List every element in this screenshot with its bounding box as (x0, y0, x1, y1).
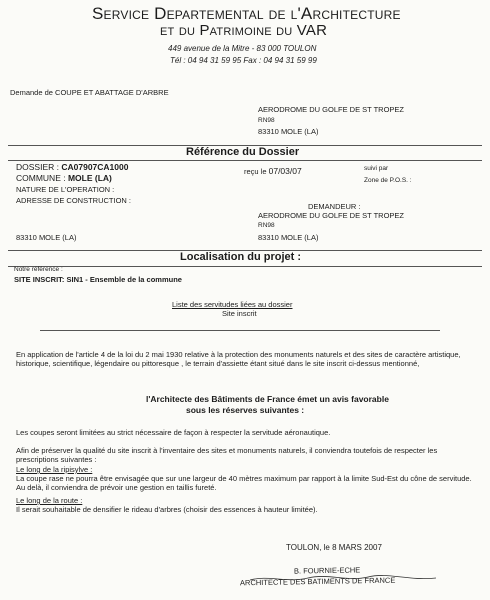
commune-label: COMMUNE : (16, 173, 66, 183)
ripisylve-paragraph: La coupe rase ne pourra être envisagée que sur une largeur de 40 mètres maximum par rapport à la limite Sud-Est du cône de servitude. Au delà, il conviendra de prévoir une gestion en taillis fureté. (16, 474, 472, 492)
service-name-line1: Service Departemental de l'Architecture (92, 4, 401, 23)
request-title: Demande de COUPE ET ABATTAGE D'ARBRE (10, 88, 169, 97)
handwritten-signature (248, 574, 438, 584)
divider (40, 330, 440, 331)
dossier-row (16, 162, 128, 172)
site-city: 83310 MOLE (LA) (16, 233, 77, 242)
addressee-city: 83310 MOLE (LA) (258, 127, 319, 136)
site-inscrit-ref: SITE INSCRIT: SIN1 - Ensemble de la commune (14, 275, 182, 284)
place-date: TOULON, le 8 MARS 2007 (286, 543, 382, 552)
demandeur-name: AERODROME DU GOLFE DE ST TROPEZ (258, 211, 404, 220)
ripisylve-heading: Le long de la ripisylve : (16, 465, 93, 474)
addressee-road: RN98 (258, 117, 275, 124)
servitudes-list-title: Liste des servitudes liées au dossier (172, 300, 293, 309)
servitude-site-inscrit: Site inscrit (222, 309, 257, 318)
signatory-title: ARCHITECTE DES BATIMENTS DE FRANCE (239, 575, 396, 588)
zone-pos-label: Zone de P.O.S. : (364, 177, 412, 184)
commune-value: MOLE (LA) (67, 173, 112, 183)
recu-row (244, 166, 302, 176)
avis-line1: l'Architecte des Bâtiments de France émet un avis favorable (146, 394, 389, 404)
dossier-label: DOSSIER : (16, 162, 59, 172)
route-paragraph: Il serait souhaitable de densifier le rideau d'arbres (choisir des essences à hauteur limitée). (16, 505, 318, 514)
demandeur-city: 83310 MOLE (LA) (258, 233, 319, 242)
reserve-paragraph-1: Les coupes seront limitées au strict nécessaire de façon à respecter la servitude aéronautique. (16, 428, 331, 437)
commune-row (16, 173, 112, 183)
demandeur-road: RN98 (258, 222, 275, 229)
route-heading: Le long de la route : (16, 496, 83, 505)
avis-line2: sous les réserves suivantes : (186, 405, 305, 415)
signatory-name: B. FOURNIE-ECHE (293, 565, 361, 576)
service-phone: Tél : 04 94 31 59 95 Fax : 04 94 31 59 99 (170, 56, 317, 65)
divider (8, 266, 482, 267)
dossier-value: CA07907CA1000 (61, 162, 129, 172)
reserve-paragraph-2: Afin de préserver la qualité du site inscrit à l'inventaire des sites et monuments naturels, il conviendra toutefois de respecter les prescriptions suivantes : (16, 446, 438, 464)
demandeur-label: DEMANDEUR : (308, 202, 361, 211)
suivi-label: suivi par (364, 165, 389, 172)
adresse-label: ADRESSE DE CONSTRUCTION : (16, 196, 132, 205)
reference-heading: Référence du Dossier (186, 146, 300, 158)
service-name-line2: et du Patrimoine du VAR (160, 22, 328, 39)
divider (8, 160, 482, 161)
recu-label: reçu le (244, 167, 267, 176)
addressee-name: AERODROME DU GOLFE DE ST TROPEZ (258, 105, 404, 114)
service-address: 449 avenue de la Mitre - 83 000 TOULON (168, 44, 317, 53)
notre-reference-label: Notre référence : (14, 266, 63, 273)
localisation-heading: Localisation du projet : (180, 251, 302, 263)
recu-date: 07/03/07 (268, 166, 302, 176)
nature-label: NATURE DE L'OPERATION : (16, 185, 115, 194)
intro-paragraph: En application de l'article 4 de la loi du 2 mai 1930 relative à la protection des monuments naturels et des sites de caractère artistique, historique, scientifique, légendaire ou pittoresque , le terrain d'assiette étant situé dans le site inscrit ci-dessus mentionné, (16, 350, 461, 368)
